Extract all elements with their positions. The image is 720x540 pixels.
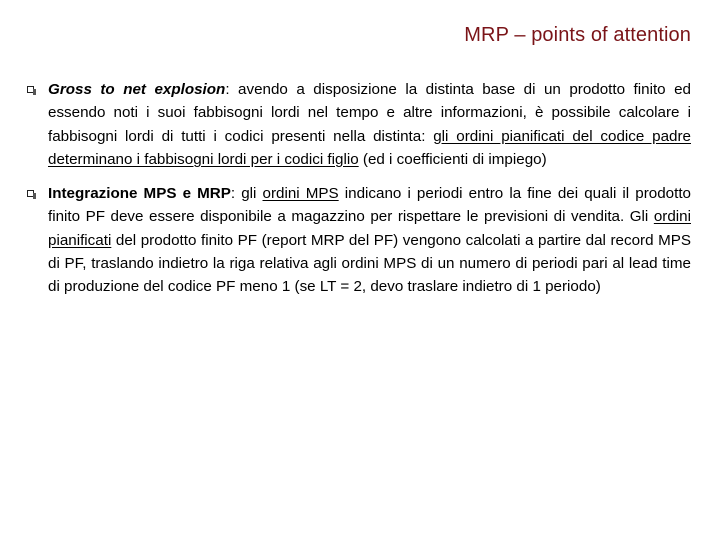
square-bullet-icon — [27, 190, 34, 197]
bullet-mps-mrp — [27, 182, 691, 298]
bullet-list — [27, 78, 691, 310]
underlined-text: gli ordini pianificati del codice padre determinano i fabbisogni lordi per i codici figlio — [48, 127, 691, 168]
underlined-text: ordini MPS — [262, 185, 339, 203]
bullet-text: del prodotto finito PF (report MRP del PF) vengono calcolati a partire dal record MPS di PF, traslando indietro la riga relativa agli ordini MPS di un numero di periodi pari al lead time di produzione del codice PF meno 1 (se LT = 2, devo traslare indietro di 1 periodo) — [48, 231, 691, 296]
square-bullet-icon — [27, 86, 34, 93]
bullet-gross-to-net — [27, 78, 691, 171]
bullet-term: Gross to net explosion — [48, 81, 226, 98]
bullet-term: Integrazione MPS e MRP — [48, 185, 231, 203]
bullet-text: : gli — [230, 185, 263, 203]
slide-title: MRP – points of attention — [464, 24, 691, 46]
bullet-text: indicano i periodi entro la fine dei quali il prodotto finito PF deve essere disponibile a magazzino per rispettare le previsioni di vendita. Gli — [48, 185, 692, 226]
bullet-text: (ed i coefficienti di impiego) — [358, 150, 547, 168]
bullet-text: : avendo a disposizione la distinta base di un prodotto finito ed essendo noti i suoi fabbisogni lordi nel tempo e altre informazioni, è possibile calcolare i fabbisogni lordi di tutti i codici presenti nella distinta: — [48, 81, 691, 145]
underlined-text: ordini pianificati — [48, 208, 691, 249]
